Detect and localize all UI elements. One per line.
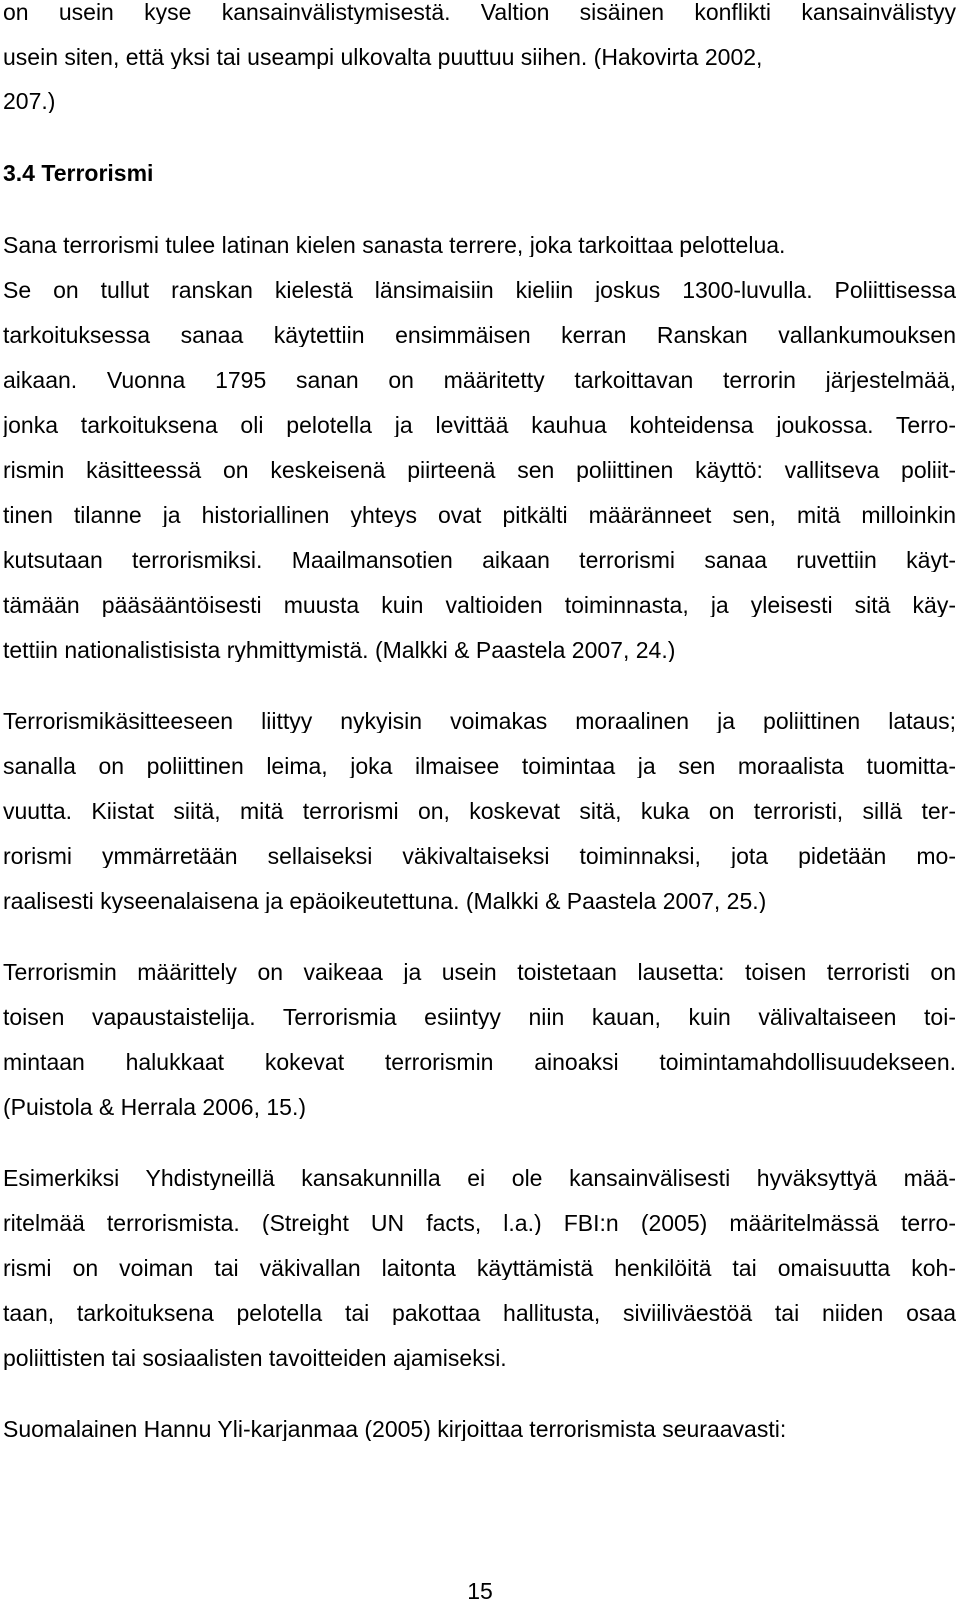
paragraph-2-line-5: raalisesti kyseenalaisena ja epäoikeutettuna. (Malkki & Paastela 2007, 25.) [3, 890, 767, 913]
paragraph-3-line-2: toisen vapaustaistelija. Terrorismia esiintyy niin kauan, kuin välivaltaiseen toi- [3, 1006, 956, 1029]
paragraph-4-line-4: taan, tarkoituksena pelotella tai pakottaa hallitusta, siviiliväestöä tai niiden osaa [3, 1302, 956, 1325]
paragraph-1-line-2: Se on tullut ranskan kielestä länsimaisiin kieliin joskus 1300-luvulla. Poliittisessa [3, 279, 956, 302]
paragraph-1-line-3: tarkoituksessa sanaa käytettiin ensimmäisen kerran Ranskan vallankumouksen [3, 324, 956, 347]
paragraph-5-line-1: Suomalainen Hannu Yli-karjanmaa (2005) kirjoittaa terrorismista seuraavasti: [3, 1418, 787, 1441]
paragraph-1-line-5: jonka tarkoituksena oli pelotella ja levittää kauhua kohteidensa joukossa. Terro- [3, 414, 956, 437]
paragraph-4-line-5: poliittisten tai sosiaalisten tavoitteiden ajamiseksi. [3, 1347, 507, 1370]
paragraph-1-line-1: Sana terrorismi tulee latinan kielen sanasta terrere, joka tarkoittaa pelottelua. [3, 234, 786, 257]
paragraph-1-line-6: rismin käsitteessä on keskeisenä piirteenä sen poliittinen käyttö: vallitseva poliit- [3, 459, 956, 482]
paragraph-2-line-2: sanalla on poliittinen leima, joka ilmaisee toimintaa ja sen moraalista tuomitta- [3, 755, 956, 778]
section-heading: 3.4 Terrorismi [3, 162, 154, 185]
paragraph-4-line-1: Esimerkiksi Yhdistyneillä kansakunnilla ei ole kansainvälisesti hyväksyttyä mää- [3, 1167, 956, 1190]
paragraph-4-line-2: ritelmää terrorismista. (Streight UN facts, l.a.) FBI:n (2005) määritelmässä terro- [3, 1212, 956, 1235]
paragraph-1-line-10: tettiin nationalistisista ryhmittymistä. (Malkki & Paastela 2007, 24.) [3, 639, 676, 662]
paragraph-1-line-4: aikaan. Vuonna 1795 sanan on määritetty tarkoittavan terrorin järjestelmää, [3, 369, 956, 392]
paragraph-2-line-1: Terrorismikäsitteeseen liittyy nykyisin voimakas moraalinen ja poliittinen lataus; [3, 710, 956, 733]
top-paragraph-line-3: 207.) [3, 90, 56, 113]
paragraph-3-line-1: Terrorismin määrittely on vaikeaa ja usein toistetaan lausetta: toisen terroristi on [3, 961, 956, 984]
paragraph-1-line-8: kutsutaan terrorismiksi. Maailmansotien aikaan terrorismi sanaa ruvettiin käyt- [3, 549, 956, 572]
paragraph-3-line-3: mintaan halukkaat kokevat terrorismin ainoaksi toimintamahdollisuudekseen. [3, 1051, 956, 1074]
paragraph-1-line-9: tämään pääsääntöisesti muusta kuin valtioiden toiminnasta, ja yleisesti sitä käy- [3, 594, 956, 617]
top-paragraph-line-2: usein siten, että yksi tai useampi ulkovalta puuttuu siihen. (Hakovirta 2002, [3, 46, 763, 69]
paragraph-2-line-4: rorismi ymmärretään sellaiseksi väkivaltaiseksi toiminnaksi, jota pidetään mo- [3, 845, 956, 868]
paragraph-1-line-7: tinen tilanne ja historiallinen yhteys ovat pitkälti määränneet sen, mitä milloinkin [3, 504, 956, 527]
paragraph-4-line-3: rismi on voiman tai väkivallan laitonta käyttämistä henkilöitä tai omaisuutta koh- [3, 1257, 956, 1280]
page-number: 15 [467, 1578, 493, 1604]
top-paragraph-line-1: on usein kyse kansainvälistymisestä. Valtion sisäinen konflikti kansainvälistyy [3, 1, 956, 24]
paragraph-2-line-3: vuutta. Kiistat siitä, mitä terrorismi on, koskevat sitä, kuka on terroristi, sillä ter- [3, 800, 956, 823]
paragraph-3-line-4: (Puistola & Herrala 2006, 15.) [3, 1096, 306, 1119]
